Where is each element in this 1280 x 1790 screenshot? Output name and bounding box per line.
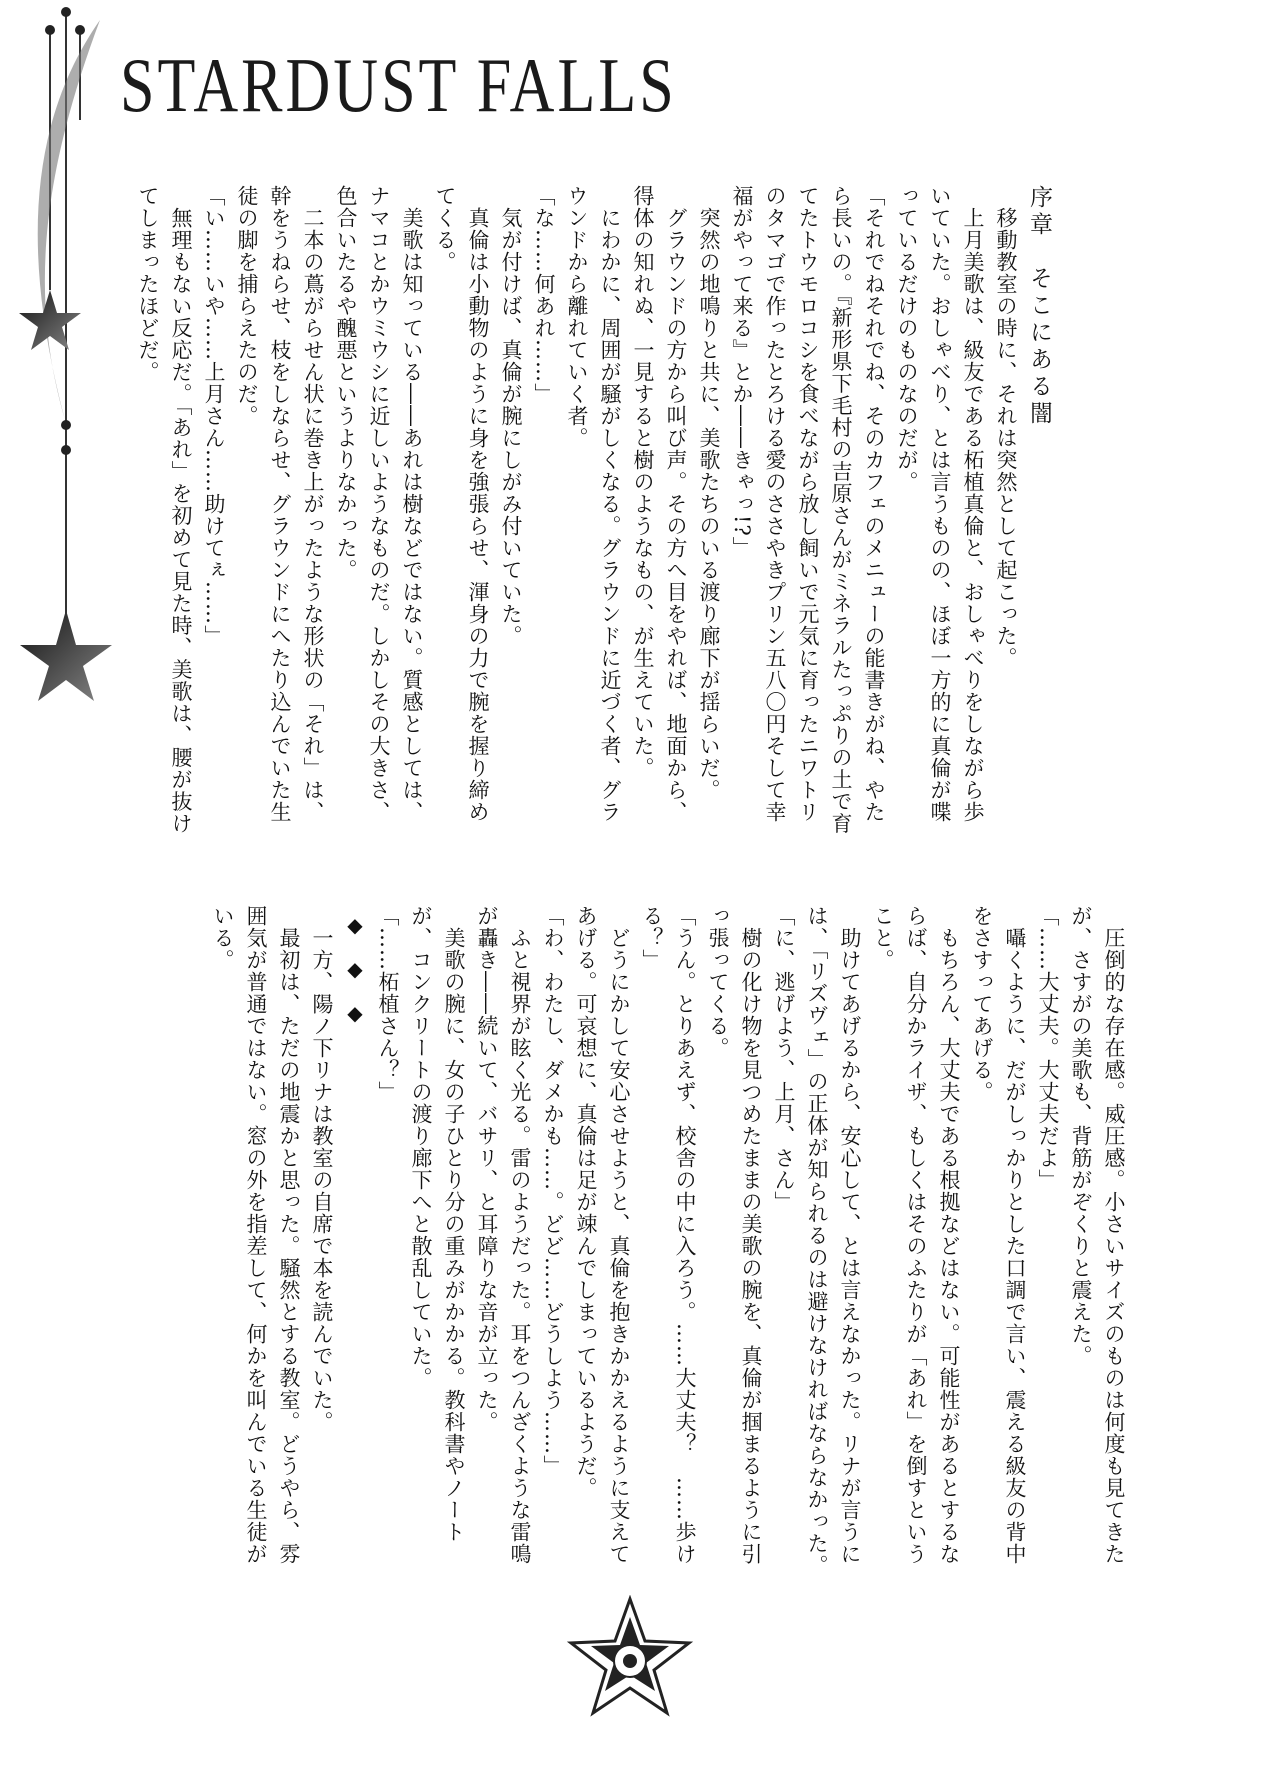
paragraph: 上月美歌は、級友である柘植真倫と、おしゃべりをしながら歩いていた。おしゃべり、とは言うものの、ほぼ一方的に真倫が喋っているだけのものなのだが。 (895, 185, 985, 823)
paragraph: 樹の化け物を見つめたままの美歌の腕を、真倫が掴まるように引っ張ってくる。 (706, 905, 763, 1565)
paragraph: グラウンドの方から叫び声。その方へ目をやれば、地面から、得体の知れぬ、一見すると樹のようなもの、が生えていた。 (631, 185, 688, 823)
paragraph: 「……大丈夫。大丈夫だよ」 (1036, 905, 1060, 1191)
page-title: STARDUST FALLS (120, 43, 677, 129)
paragraph: 「わ、わたし、ダメかも……。どど……どうしよう……」 (541, 905, 565, 1477)
paragraph: 美歌の腕に、女の子ひとり分の重みがかかる。教科書やノートが、コンクリートの渡り廊下へと散乱していた。 (409, 905, 466, 1543)
paragraph: ふと視界が眩く光る。雷のようだった。耳をつんざくような雷鳴が轟き――続いて、バサリ、と耳障りな音が立った。 (475, 905, 532, 1565)
paragraph: 美歌は知っている――あれは樹などではない。質感としては、ナマコとかウミウシに近しいようなものだ。しかしその大きさ、色合いたるや醜悪というよりなかった。 (334, 185, 424, 823)
large-star-icon (20, 610, 112, 701)
paragraph: 無理もない反応だ。「あれ」を初めて見た時、美歌は、腰が抜けてしまったほどだ。 (136, 185, 193, 835)
small-star-icon (19, 290, 81, 350)
paragraph: 「……柘植さん？」 (376, 905, 400, 1103)
paragraph: にわかに、周囲が騒がしくなる。グラウンドに近づく者、グラウンドから離れていく者。 (565, 185, 622, 823)
paragraph: 「に、逃げよう、上月、さん」 (772, 905, 796, 1213)
star-ornament-icon (565, 1595, 695, 1725)
paragraph: 「い……いや……上月さん……助けてぇ……」 (202, 185, 226, 647)
paragraph: 「な……何あれ……」 (532, 185, 556, 405)
paragraph: 気が付けば、真倫が腕にしがみ付いていた。 (499, 185, 523, 647)
paragraph: 圧倒的な存在感。威圧感。小さいサイズのものは何度も見てきたが、さすがの美歌も、背筋がぞくりと震えた。 (1069, 905, 1126, 1565)
paragraph: 真倫は小動物のように身を強張らせ、渾身の力で腕を握り締めてくる。 (433, 185, 490, 823)
paragraph: 助けてあげるから、安心して、とは言えなかった。リナが言うには、「リズヴェ」の正体が知られるのは避けなければならなかった。 (805, 905, 862, 1577)
chapter-title: 序章 そこにある闇 (1026, 185, 1052, 428)
paragraph: 二本の蔦がらせん状に巻き上がったような形状の「それ」は、幹をうねらせ、枝をしならせ、グラウンドにへたり込んでいた生徒の脚を捕らえたのだ。 (235, 185, 325, 823)
star-pendant-ornament (0, 0, 140, 720)
paragraph: 「うん。とりあえず、校舎の中に入ろう。……大丈夫？ ……歩ける？」 (640, 905, 697, 1565)
swirl-icon (38, 20, 100, 420)
paragraph: 最初は、ただの地震かと思った。騒然とする教室。どうやら、雰囲気が普通ではない。窓の外を指差して、何かを叫んでいる生徒がいる。 (211, 905, 301, 1565)
paragraph: もちろん、大丈夫である根拠などはない。可能性があるとするならば、自分かライザ、もしくはそのふたりが「あれ」を倒すということ。 (871, 905, 961, 1565)
paragraph: 囁くように、だがしっかりとした口調で言い、震える級友の背中をさすってあげる。 (970, 905, 1027, 1565)
paragraph: 一方、陽ノ下リナは教室の自席で本を読んでいた。 (310, 905, 334, 1433)
paragraph: どうにかして安心させようと、真倫を抱きかかえるように支えてあげる。可哀想に、真倫は足が竦んでしまっているようだ。 (574, 905, 631, 1565)
paragraph: 突然の地鳴りと共に、美歌たちのいる渡り廊下が揺らいだ。 (697, 185, 721, 801)
upper-text-column (136, 185, 1055, 835)
paragraph: 移動教室の時に、それは突然として起こった。 (994, 185, 1018, 669)
scene-separator: ◆◆◆ (343, 913, 367, 1045)
paragraph: 「それでねそれでね、そのカフェのメニューの能書きがね、やたら長いの。『新形県下毛村の吉原さんがミネラルたっぷりの土で育てたトウモロコシを食べながら放し飼いで元気に育ったニワトリのタマゴで作ったとろける愛のささやきプリン五八〇円そして幸福がやって来る』とか――きゃっ!?」 (730, 185, 886, 835)
lower-text-column (130, 905, 1130, 1585)
